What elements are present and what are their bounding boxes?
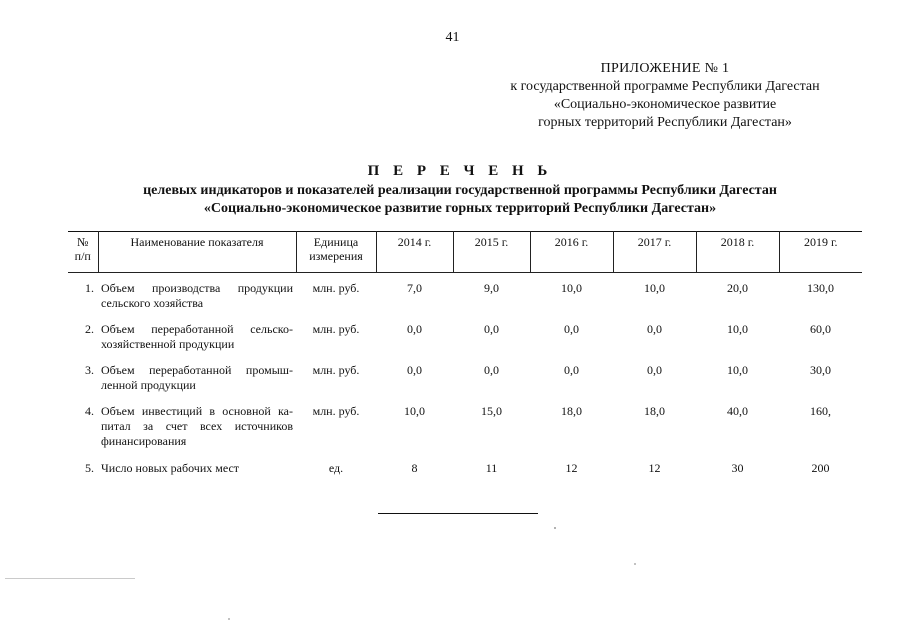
table-row xyxy=(68,363,862,404)
end-rule xyxy=(378,513,538,514)
scan-artifact xyxy=(5,578,135,579)
page-number: 41 xyxy=(445,30,460,45)
value-cell: 15,0 xyxy=(481,404,502,418)
table-row xyxy=(68,322,862,363)
row-number: 2. xyxy=(85,322,94,336)
value-cell: 8 xyxy=(411,461,418,475)
value-cell: 0,0 xyxy=(407,322,422,336)
document-heading xyxy=(60,162,860,218)
document-subtitle: «Социально-экономическое развитие горных территорий Республики Дагестан» xyxy=(203,201,717,216)
indicator-name: Объем переработанной промыш-ленной продукции xyxy=(101,363,293,392)
indicator-unit: млн. руб. xyxy=(312,322,360,336)
value-cell: 10,0 xyxy=(727,363,748,377)
header-year: 2017 г. xyxy=(613,232,696,273)
scan-artifact xyxy=(228,618,230,620)
value-cell: 18,0 xyxy=(561,404,582,418)
indicator-name: Число новых рабочих мест xyxy=(101,461,240,475)
header-year: 2016 г. xyxy=(530,232,613,273)
value-cell: 10,0 xyxy=(404,404,425,418)
value-cell: 160, xyxy=(810,404,831,418)
row-number: 3. xyxy=(85,363,94,377)
table-row xyxy=(68,461,862,485)
header-unit: Единица измерения xyxy=(296,232,376,273)
row-number: 1. xyxy=(85,281,94,295)
value-cell: 0,0 xyxy=(647,363,662,377)
value-cell: 30 xyxy=(731,461,744,475)
indicator-unit: млн. руб. xyxy=(312,281,360,295)
value-cell: 12 xyxy=(565,461,578,475)
header-year: 2014 г. xyxy=(376,232,453,273)
indicator-unit: млн. руб. xyxy=(312,404,360,418)
table-header-row xyxy=(68,232,862,273)
table-row xyxy=(68,281,862,322)
indicators-table xyxy=(68,231,862,485)
value-cell: 10,0 xyxy=(727,322,748,336)
value-cell: 20,0 xyxy=(727,281,748,295)
indicator-name: Объем производства продукции сельского хозяйства xyxy=(101,281,293,310)
appendix-line: «Социально-экономическое развитие xyxy=(553,97,777,112)
header-year: 2019 г. xyxy=(779,232,862,273)
value-cell: 200 xyxy=(811,461,830,475)
value-cell: 12 xyxy=(648,461,661,475)
value-cell: 60,0 xyxy=(810,322,831,336)
value-cell: 40,0 xyxy=(727,404,748,418)
value-cell: 0,0 xyxy=(484,322,499,336)
scan-artifact xyxy=(634,563,636,565)
value-cell: 10,0 xyxy=(561,281,582,295)
value-cell: 0,0 xyxy=(647,322,662,336)
indicator-unit: ед. xyxy=(328,461,344,475)
appendix-title: ПРИЛОЖЕНИЕ № 1 xyxy=(600,61,730,76)
header-year: 2018 г. xyxy=(696,232,779,273)
value-cell: 0,0 xyxy=(564,322,579,336)
value-cell: 30,0 xyxy=(810,363,831,377)
row-number: 5. xyxy=(85,461,94,475)
header-name: Наименование показателя xyxy=(98,232,296,273)
document-subtitle: целевых индикаторов и показателей реализации государственной программы Республики Дагестан xyxy=(143,183,777,198)
indicator-name: Объем инвестиций в основной ка-питал за счет всех источников финансирования xyxy=(101,404,293,448)
value-cell: 7,0 xyxy=(407,281,422,295)
appendix-block xyxy=(470,60,860,132)
header-num: № п/п xyxy=(68,232,98,273)
value-cell: 9,0 xyxy=(484,281,499,295)
header-year: 2015 г. xyxy=(453,232,530,273)
scan-artifact xyxy=(554,527,556,529)
value-cell: 0,0 xyxy=(407,363,422,377)
appendix-line: горных территорий Республики Дагестан» xyxy=(538,115,792,130)
value-cell: 18,0 xyxy=(644,404,665,418)
value-cell: 130,0 xyxy=(807,281,834,295)
appendix-line: к государственной программе Республики Дагестан xyxy=(510,79,820,94)
value-cell: 0,0 xyxy=(484,363,499,377)
indicator-name: Объем переработанной сельско-хозяйственной продукции xyxy=(101,322,293,351)
document-title: П Е Р Е Ч Е Н Ь xyxy=(367,163,553,179)
row-number: 4. xyxy=(85,404,94,418)
table-row xyxy=(68,404,862,461)
indicator-unit: млн. руб. xyxy=(312,363,360,377)
value-cell: 10,0 xyxy=(644,281,665,295)
value-cell: 0,0 xyxy=(564,363,579,377)
value-cell: 11 xyxy=(485,461,498,475)
